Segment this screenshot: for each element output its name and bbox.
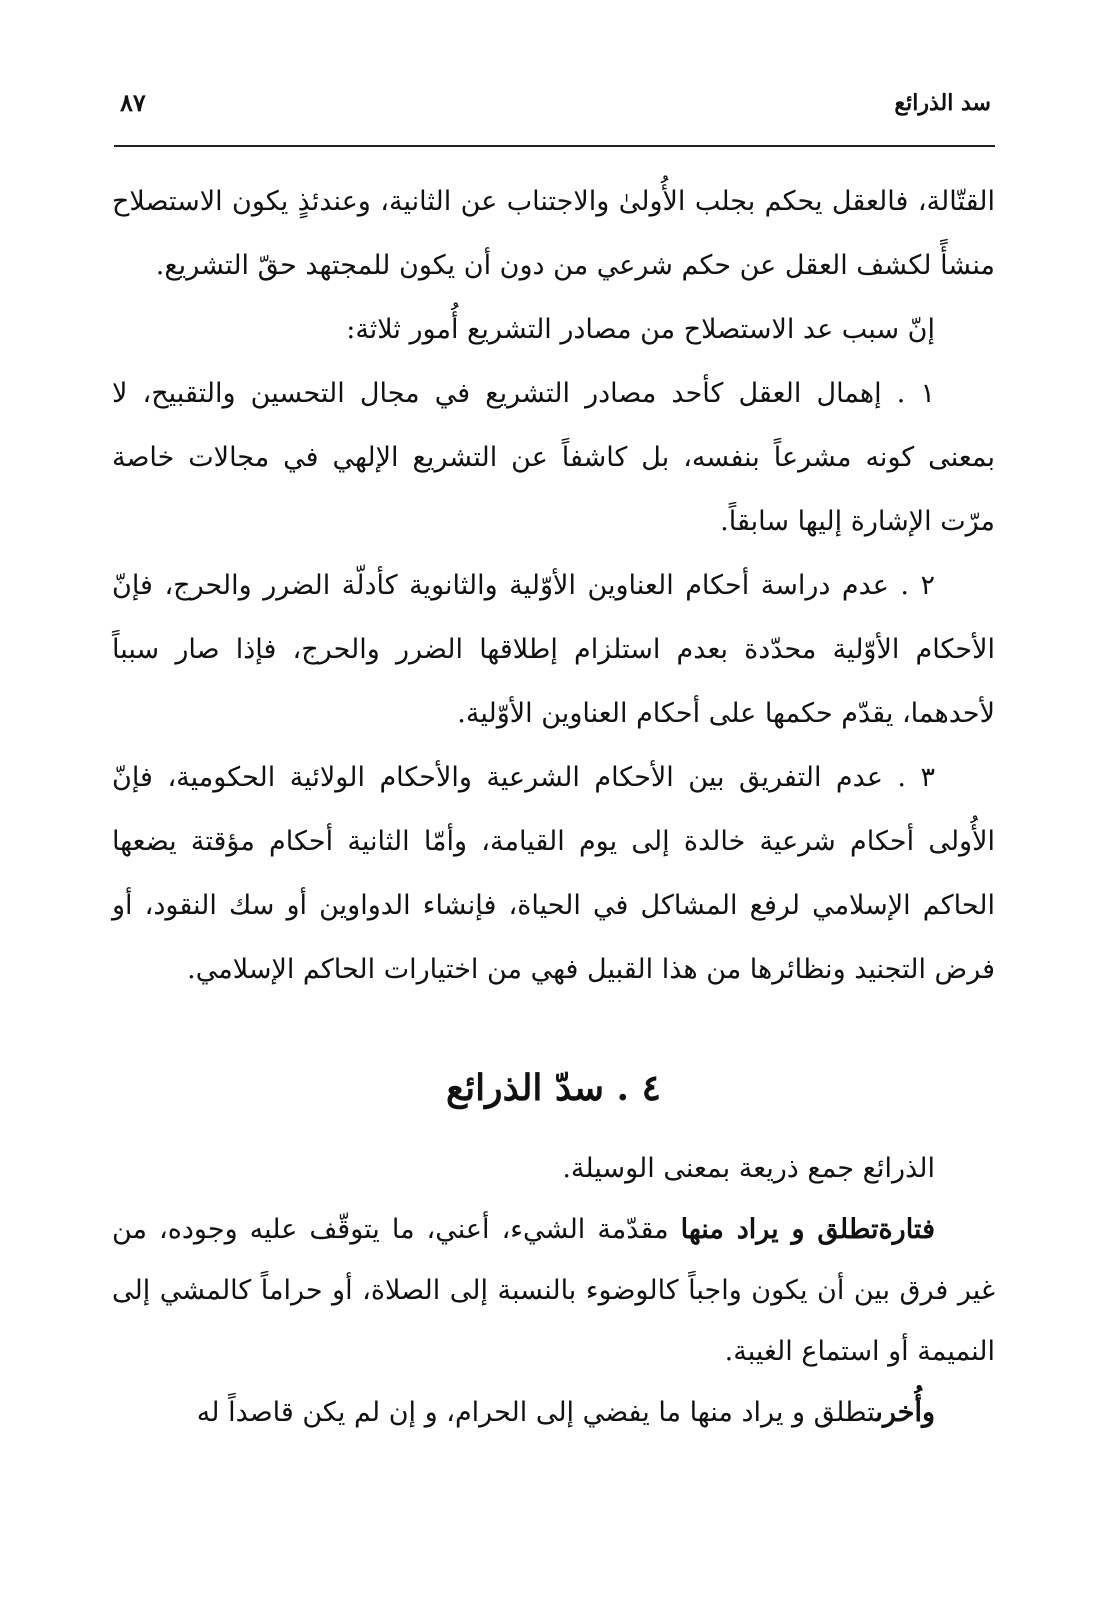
section-heading: ٤ . سدّ الذرائع [446,1067,661,1109]
paragraph [112,1199,995,1382]
paragraph: القتّالة، فالعقل يحكم بجلب الأُولىٰ والاجتناب عن الثانية، وعندئذٍ يكون الاستصلاح منشأً لكشف العقل عن حكم شرعي من دون أن يكون للمجتهد حقّ التشريع. [112,186,995,281]
paragraph [112,1382,995,1443]
page-number: ٨٧ [120,88,146,117]
paragraph-rest: تطلق و يراد منها ما يفضي إلى الحرام، و إن لم يكن قاصداً له [196,1397,876,1428]
list-item: ١ . إهمال العقل كأحد مصادر التشريع في مجال التحسين والتقبيح، لا بمعنى كونه مشرعاً بنفسه، بل كاشفاً عن التشريع الإلهي في مجالات خاصة مرّت الإشارة إليها سابقاً. [112,378,995,537]
running-title: سد الذرائع [894,90,991,116]
body-text-top [112,170,995,1002]
paragraph: إنّ سبب عد الاستصلاح من مصادر التشريع أُمور ثلاثة: [346,314,935,345]
list-item: ٣ . عدم التفريق بين الأحكام الشرعية والأحكام الولائية الحكومية، فإنّ الأُولى أحكام شرعية خالدة إلى يوم القيامة، وأمّا الثانية أحكام مؤقتة يضعها الحاكم الإسلامي لرفع المشاكل في الحياة، فإنشاء الدواوين أو سك النقود، أو فرض التجنيد ونظائرها من هذا القبيل فهي من اختيارات الحاكم الإسلامي. [112,762,995,985]
paragraph-rest: مقدّمة الشيء، أعني، ما يتوقّف عليه وجوده، من غير فرق بين أن يكون واجباً كالوضوء بالنسبة إلى الصلاة، أو حراماً كالمشي إلى النميمة أو استماع الغيبة. [112,1214,995,1367]
list-item: ٢ . عدم دراسة أحكام العناوين الأوّلية والثانوية كأدلّة الضرر والحرج، فإنّ الأحكام الأوّلية محدّدة بعدم استلزام إطلاقها الضرر والحرج، فإذا صار سبباً لأحدهما، يقدّم حكمها على أحكام العناوين الأوّلية. [112,570,995,729]
paragraph: الذرائع جمع ذريعة بمعنى الوسيلة. [562,1153,935,1184]
paragraph-lead: وأُخرى [875,1397,935,1428]
header-divider [114,145,995,147]
paragraph-lead: فتارةتطلق و يراد منها [680,1214,935,1245]
page-header [120,82,991,132]
body-text-section [112,1138,995,1443]
